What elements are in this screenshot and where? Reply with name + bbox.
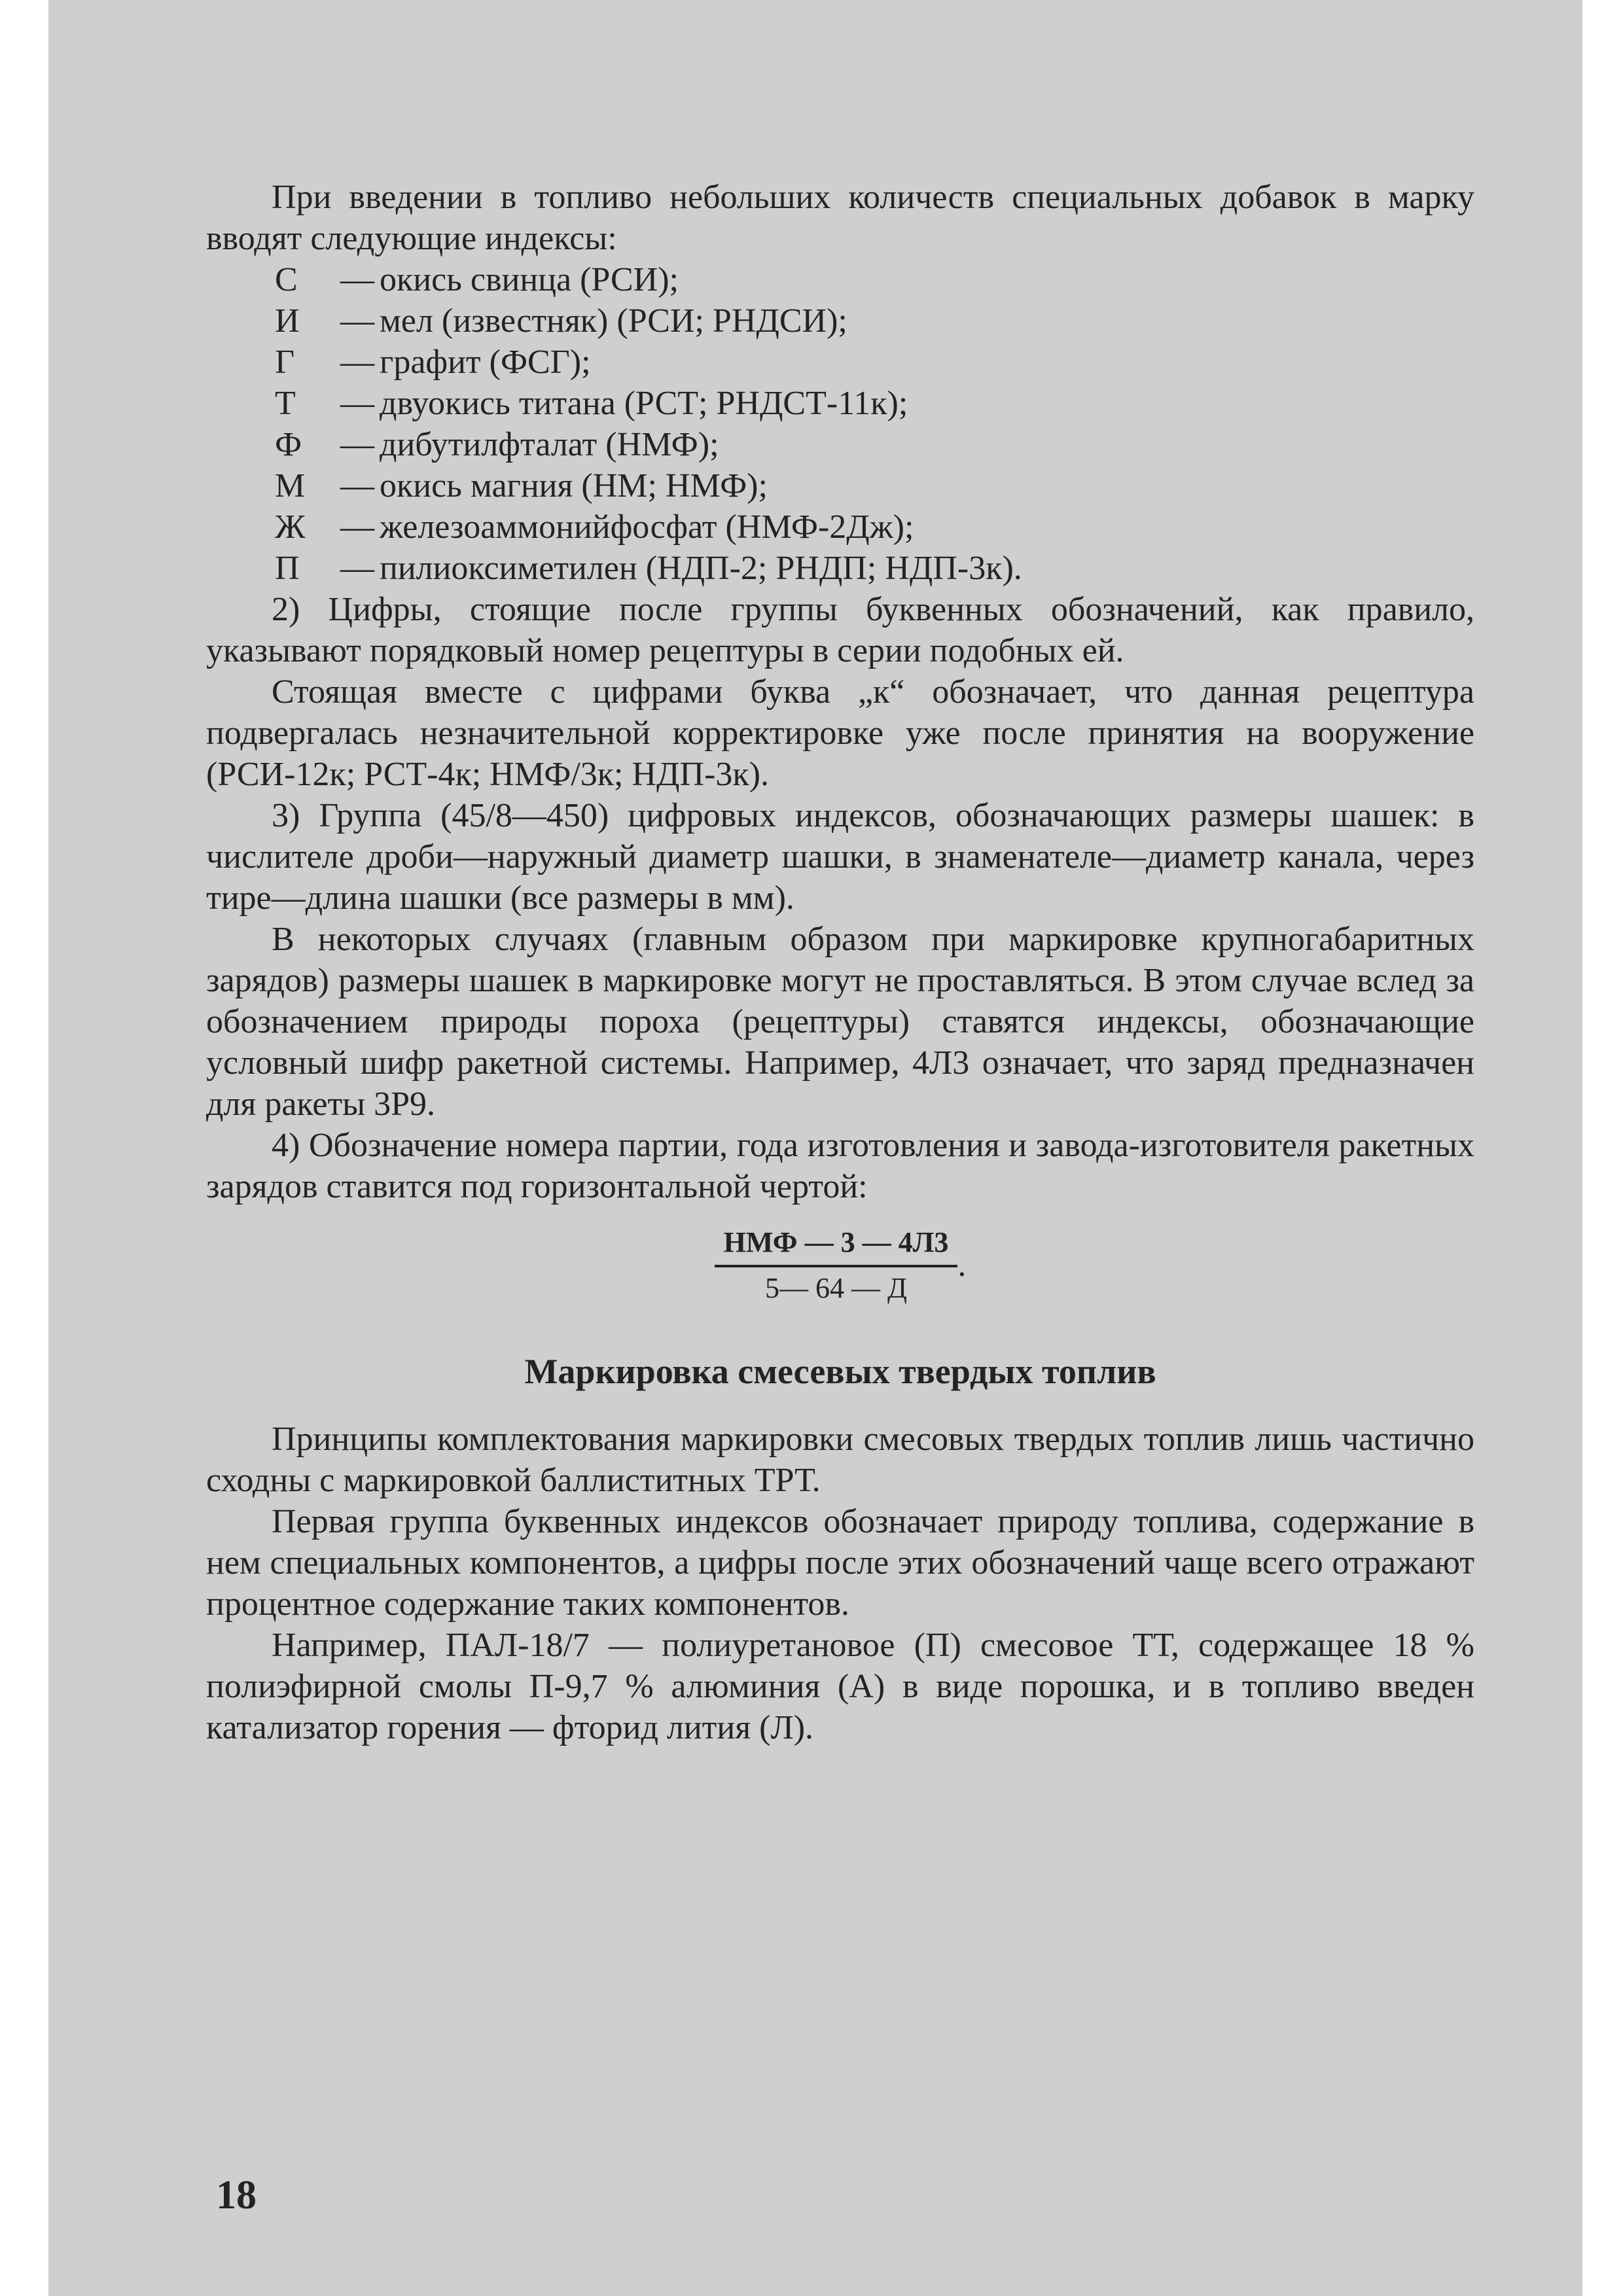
index-text: двуокись титана (РСТ; РНДСТ-11к); (380, 385, 908, 422)
index-text: окись магния (НМ; НМФ); (380, 467, 768, 504)
page-number: 18 (216, 2173, 257, 2217)
paragraph: В некоторых случаях (главным образом при маркировке крупногабаритных зарядов) размеры шашек в маркировке могут не проставляться. В этом случае вслед за обозначением природы пороха (рецептуры) ставятся индексы, обозначающие условный шифр ракетной системы. Например, 4Л3 означает, что заряд предназначен для ракеты 3Р9. (206, 921, 1474, 1123)
list-item (206, 465, 1474, 506)
index-text: окись свинца (РСИ); (380, 261, 679, 298)
index-letter: Г (275, 344, 295, 381)
index-dash: — (340, 302, 374, 340)
fraction (715, 1226, 958, 1305)
list-item (206, 548, 1474, 589)
paragraph: 4) Обозначение номера партии, года изготовления и завода-изготовителя ракетных зарядов ставится под горизонтальной чертой: (206, 1127, 1474, 1205)
paragraph: Стоящая вместе с цифрами буква „к“ обозначает, что данная рецептура подвергалась незначительной корректировке уже после принятия на вооружение (РСИ-12к; РСТ-4к; НМФ/3к; НДП-3к). (206, 673, 1474, 793)
list-item (206, 342, 1474, 383)
paragraph: Например, ПАЛ-18/7 — полиуретановое (П) смесовое ТТ, содержащее 18 % полиэфирной смолы П-9,7 % алюминия (А) в виде порошка, и в топливо введен катализатор горения — фторид лития (Л). (206, 1627, 1474, 1746)
index-dash: — (340, 426, 374, 463)
index-letter: С (275, 261, 298, 298)
index-letter: Т (275, 385, 296, 422)
list-item (206, 506, 1474, 548)
list-item (206, 259, 1474, 300)
formula-end: . (957, 1246, 967, 1284)
index-dash: — (340, 508, 374, 546)
index-text: мел (известняк) (РСИ; РНДСИ); (380, 302, 847, 340)
section-heading: Маркировка смесевых твердых топлив (524, 1352, 1156, 1391)
list-item (206, 300, 1474, 342)
index-dash: — (340, 550, 374, 587)
index-dash: — (340, 467, 374, 504)
list-item (206, 383, 1474, 424)
index-text: пилиоксиметилен (НДП-2; РНДП; НДП-3к). (380, 550, 1022, 587)
index-dash: — (340, 261, 374, 298)
index-letter: М (275, 467, 306, 504)
index-letter: П (275, 550, 300, 587)
page-body (206, 177, 1474, 1748)
paragraph: 3) Группа (45/8—450) цифровых индексов, обозначающих размеры шашек: в числителе дроби—наружный диаметр шашки, в знаменателе—диаметр канала, через тире—длина шашки (все размеры в мм). (206, 797, 1474, 917)
paragraph: Первая группа буквенных индексов обозначает природу топлива, содержание в нем специальных компонентов, а цифры после этих обозначений чаще всего отражают процентное содержание таких компонентов. (206, 1503, 1474, 1623)
indices-list (206, 259, 1474, 589)
paragraph: Принципы комплектования маркировки смесовых твердых топлив лишь частично сходны с маркировкой баллиститных ТРТ. (206, 1421, 1474, 1499)
index-text: дибутилфталат (НМФ); (380, 426, 719, 463)
formula-numerator: НМФ — 3 — 4Л3 (715, 1226, 958, 1267)
paragraph: 2) Цифры, стоящие после группы буквенных обозначений, как правило, указывают порядковый номер рецептуры в серии подобных ей. (206, 591, 1474, 669)
index-letter: Ф (275, 426, 302, 463)
index-letter: И (275, 302, 300, 340)
index-dash: — (340, 385, 374, 422)
formula-denominator: 5— 64 — Д (764, 1272, 907, 1304)
index-dash: — (340, 344, 374, 381)
index-text: железоаммонийфосфат (НМФ-2Дж); (380, 508, 914, 546)
index-text: графит (ФСГ); (380, 344, 591, 381)
intro-paragraph: При введении в топливо небольших количеств специальных добавок в марку вводят следующие индексы: (206, 179, 1474, 257)
marking-formula (206, 1226, 1474, 1305)
index-letter: Ж (275, 508, 306, 546)
list-item (206, 424, 1474, 465)
